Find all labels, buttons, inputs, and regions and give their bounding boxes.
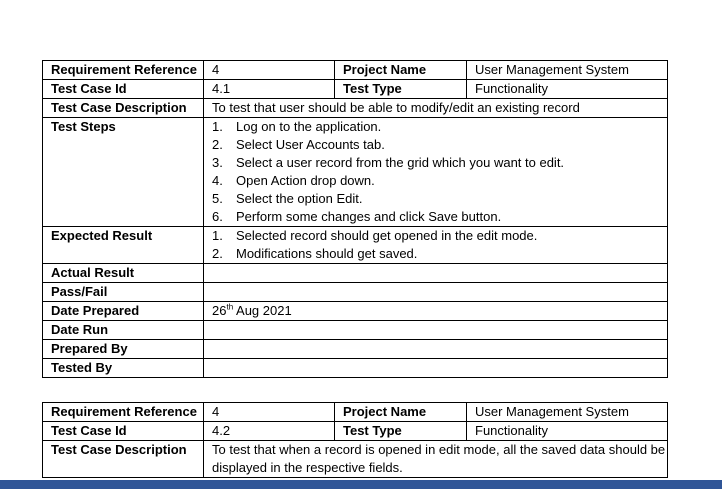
label-requirement-reference: Requirement Reference [43,403,204,422]
row-pass-fail [43,283,668,302]
row-requirement-reference [43,61,668,80]
expected-item: 2. Modifications should get saved. [212,246,418,261]
label-test-case-id: Test Case Id [43,422,204,441]
label-test-case-description: Test Case Description [43,99,204,118]
step-item: 4. Open Action drop down. [212,173,375,188]
bottom-color-bar [0,480,722,489]
value-expected-result [204,227,668,264]
value-date-prepared: 26th Aug 2021 [204,302,668,321]
row-date-run [43,321,668,340]
row-test-case-description [43,441,668,478]
label-pass-fail: Pass/Fail [43,283,204,302]
label-requirement-reference: Requirement Reference [43,61,204,80]
row-test-steps [43,118,668,227]
label-expected-result: Expected Result [43,227,204,264]
row-date-prepared [43,302,668,321]
value-test-case-description: To test that user should be able to modify/edit an existing record [204,99,668,118]
value-test-case-id: 4.2 [204,422,335,441]
value-prepared-by [204,340,668,359]
label-test-type: Test Type [335,422,467,441]
row-actual-result [43,264,668,283]
expected-result-list [212,227,667,263]
label-project-name: Project Name [335,403,467,422]
test-steps-list [212,118,667,226]
label-test-type: Test Type [335,80,467,99]
step-item: 3. Select a user record from the grid which you want to edit. [212,155,565,170]
label-project-name: Project Name [335,61,467,80]
value-test-case-id: 4.1 [204,80,335,99]
value-test-steps [204,118,668,227]
row-tested-by [43,359,668,378]
value-test-case-description: To test that when a record is opened in edit mode, all the saved data should be displayed in the respective fields. [204,441,668,478]
step-item: 5. Select the option Edit. [212,191,363,206]
value-project-name: User Management System [467,61,668,80]
label-prepared-by: Prepared By [43,340,204,359]
step-item: 1. Log on to the application. [212,119,382,134]
label-date-prepared: Date Prepared [43,302,204,321]
row-requirement-reference [43,403,668,422]
row-prepared-by [43,340,668,359]
value-requirement-reference: 4 [204,403,335,422]
label-test-case-description: Test Case Description [43,441,204,478]
test-case-table-1 [42,60,668,378]
value-test-type: Functionality [467,80,668,99]
label-test-steps: Test Steps [43,118,204,227]
value-tested-by [204,359,668,378]
step-item: 6. Perform some changes and click Save button. [212,209,502,224]
row-test-case-description [43,99,668,118]
label-test-case-id: Test Case Id [43,80,204,99]
expected-item: 1. Selected record should get opened in the edit mode. [212,228,538,243]
value-test-type: Functionality [467,422,668,441]
label-date-run: Date Run [43,321,204,340]
value-requirement-reference: 4 [204,61,335,80]
row-test-case-id [43,80,668,99]
value-pass-fail [204,283,668,302]
row-test-case-id [43,422,668,441]
row-expected-result [43,227,668,264]
value-project-name: User Management System [467,403,668,422]
label-actual-result: Actual Result [43,264,204,283]
value-actual-result [204,264,668,283]
test-case-table-2 [42,402,668,478]
step-item: 2. Select User Accounts tab. [212,137,385,152]
value-date-run [204,321,668,340]
label-tested-by: Tested By [43,359,204,378]
